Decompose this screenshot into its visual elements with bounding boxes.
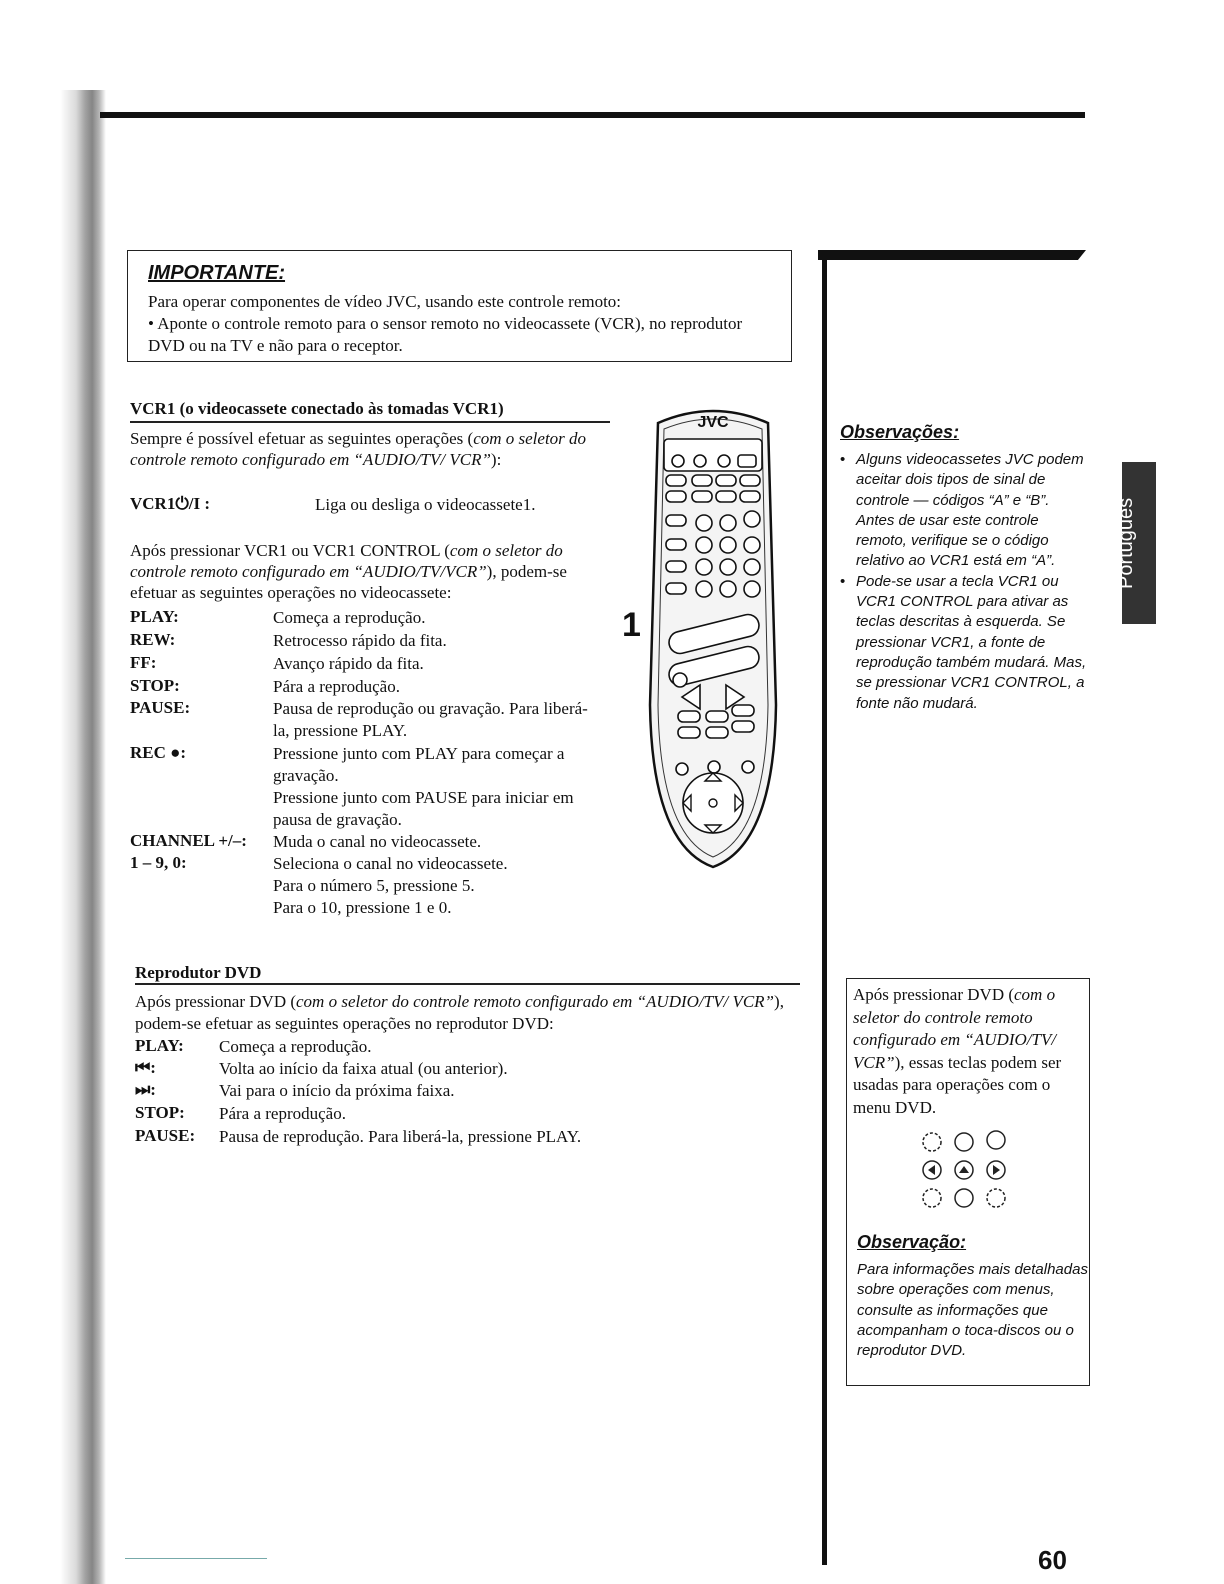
remote-brand-logo: JVC [697,414,729,431]
op-desc: Muda o canal no videocassete. [273,832,482,851]
op-term: FF: [130,653,157,672]
op-desc: Começa a reprodução. [219,1037,372,1056]
dvd-intro: Após pressionar DVD (com o seletor do controle remoto configurado em “AUDIO/TV/ VCR”), podem-se efetuar as seguintes operações no reprodutor DVD: [135,992,784,1033]
observation-title: Observação: [857,1232,967,1252]
important-title: IMPORTANTE: [148,262,286,284]
bottom-rule [125,1558,267,1559]
observation-text: Para informações mais detalhadas sobre operações com menus, consulte as informações que acompanham o toca-discos ou o reprodutor DVD. [857,1261,1088,1360]
op-term: ⏮: [135,1058,156,1077]
op-term: REW: [130,630,176,649]
op-desc: Pressione junto com PLAY para começar a gravação. [273,744,565,785]
op-term: ⏭: [135,1080,156,1099]
op-term: PLAY: [135,1036,184,1055]
vcr1-heading-rule [130,421,610,423]
remote-callout-number: 1 [622,606,641,644]
op-term: PAUSE: [135,1126,196,1145]
observation-item: • Alguns videocassetes JVC podem aceitar dois tipos de sinal de controle — códigos “A” e “B”. Antes de usar este controle remoto, verifique se o código relativo ao VCR1 está em “A”. [838,450,1088,572]
op-desc: Seleciona o canal no videocassete. [273,854,508,873]
op-desc: Pausa de reprodução ou gravação. Para liberá-la, pressione PLAY. [273,699,588,740]
scan-binding-edge [60,90,106,1584]
right-column-header-bar [818,250,1086,260]
observations-title: Observações: [840,422,960,442]
dvd-menu-box-text: Após pressionar DVD (com o seletor do controle remoto configurado em “AUDIO/TV/ VCR”), essas teclas podem ser usadas para operações com o menu DVD. [853,985,1062,1117]
op-desc: Avanço rápido da fita. [273,654,424,673]
remote-control-illustration [648,405,778,870]
right-column-rule [822,255,827,1565]
op-term: PAUSE: [130,698,191,717]
op-desc: Pausa de reprodução. Para liberá-la, pressione PLAY. [219,1127,582,1146]
top-rule [100,112,1085,118]
op-desc: Pára a reprodução. [219,1104,346,1123]
vcr1-heading: VCR1 (o videocassete conectado às tomadas VCR1) [130,399,504,418]
dvd-menu-buttons-illustration [912,1128,1022,1210]
op-desc: Para o número 5, pressione 5. [273,876,475,895]
op-term: STOP: [130,676,180,695]
dvd-heading-rule [135,983,800,985]
op-desc: Pára a reprodução. [273,677,400,696]
op-desc: Pressione junto com PAUSE para iniciar em pausa de gravação. [273,788,574,829]
op-term: PLAY: [130,607,179,626]
op-term: 1 – 9, 0: [130,853,187,872]
page-number: 60 [1038,1545,1067,1575]
observation-item: • Pode-se usar a tecla VCR1 ou VCR1 CONTROL para ativar as teclas descritas à esquerda. Se pressionar VCR1, a fonte de reprodução também mudará. Mas, se pressionar VCR1 CONTROL, a fonte não mudará. [838,572,1088,714]
op-desc: Volta ao início da faixa atual (ou anterior). [219,1059,508,1078]
op-desc: Para o 10, pressione 1 e 0. [273,898,452,917]
important-intro: Para operar componentes de vídeo JVC, usando este controle remoto: [148,292,622,311]
language-tab-label: Português [1115,497,1137,589]
vcr1-intro: Sempre é possível efetuar as seguintes operações (com o seletor do controle remoto configurado em “AUDIO/TV/ VCR”): [130,429,587,469]
vcr1-power-desc: Liga ou desliga o videocassete1. [315,495,536,514]
observations-list [838,450,1088,714]
important-bullet: • Aponte o controle remoto para o sensor remoto no videocassete (VCR), no reprodutor DVD ou na TV e não para o receptor. [148,314,743,355]
op-term: CHANNEL +/–: [130,831,247,850]
vcr1-after-intro: Após pressionar VCR1 ou VCR1 CONTROL (com o seletor do controle remoto configurado em “AUDIO/TV/VCR”), podem-se efetuar as seguintes operações no videocassete: [130,541,567,602]
op-desc: Vai para o início da próxima faixa. [219,1081,455,1100]
op-desc: Começa a reprodução. [273,608,426,627]
dvd-heading: Reprodutor DVD [135,963,262,982]
vcr1-power-term: VCR1⏻/I : [130,494,211,513]
op-term: REC ●: [130,743,187,762]
op-desc: Retrocesso rápido da fita. [273,631,447,650]
op-term: STOP: [135,1103,185,1122]
